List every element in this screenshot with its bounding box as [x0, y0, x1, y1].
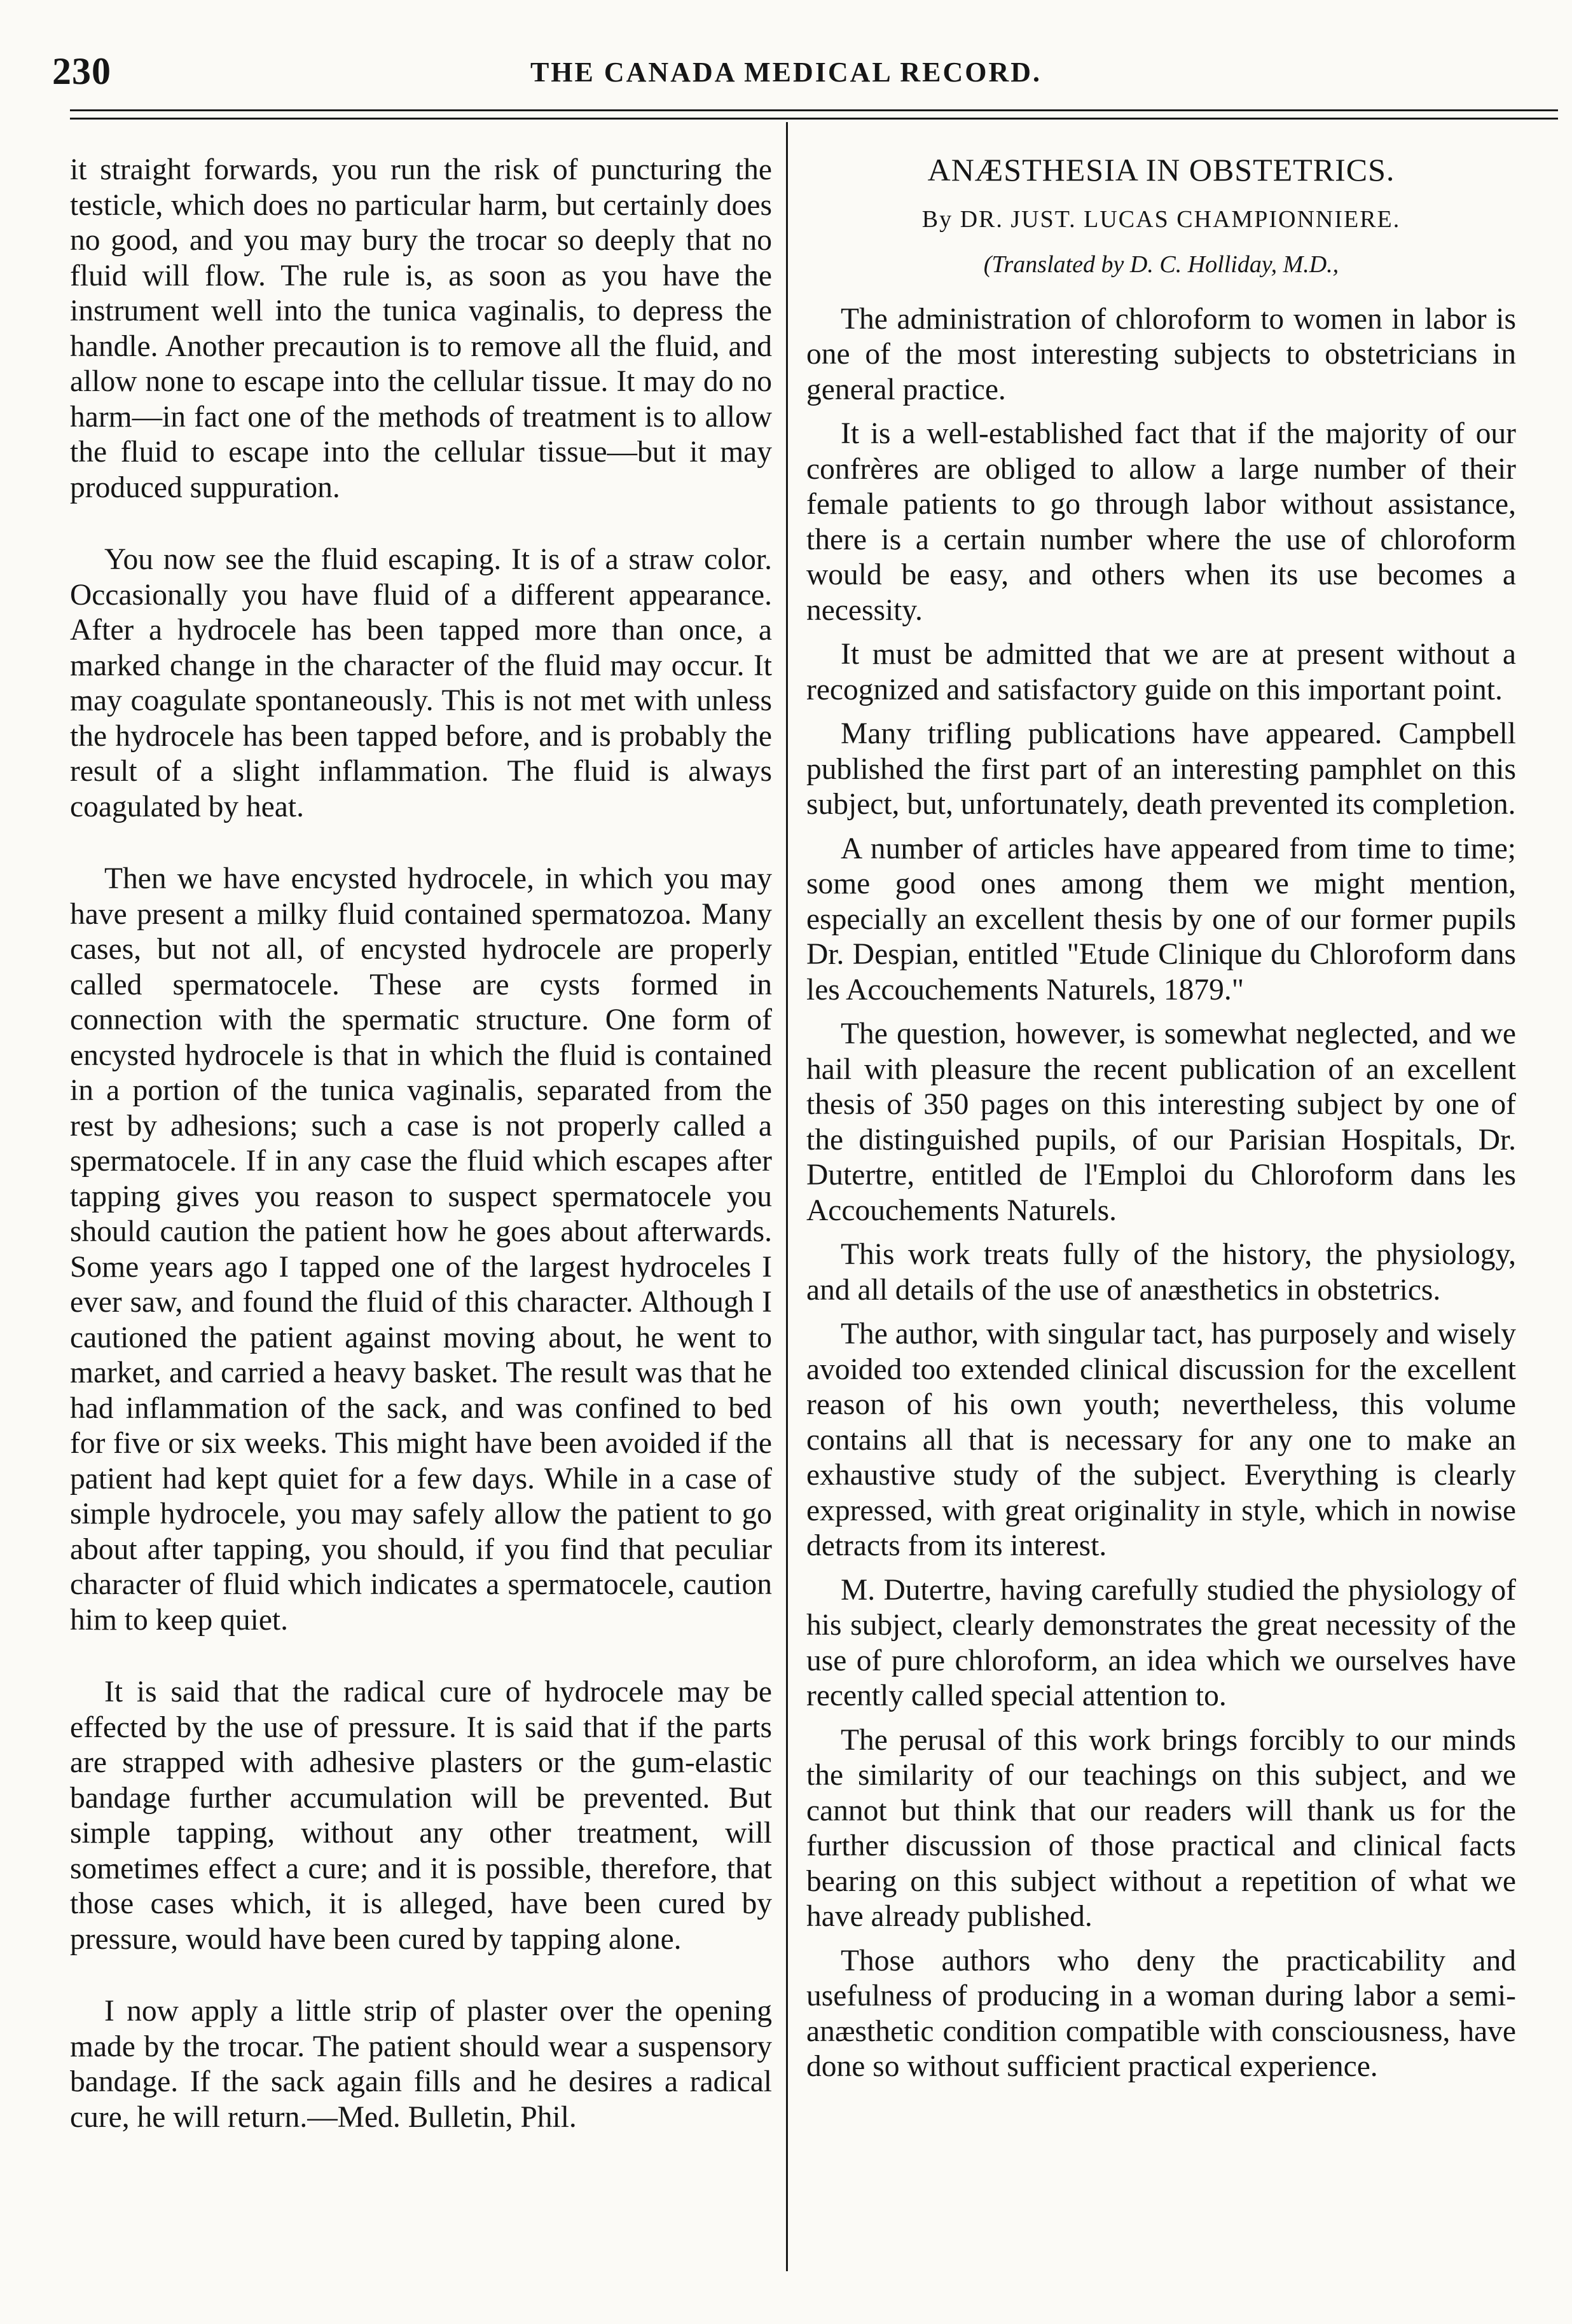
article-title: ANÆSTHESIA IN OBSTETRICS.: [927, 152, 1395, 188]
right-paragraph-5: A number of articles have appeared from time to time; some good ones among them we might mention, especially an excellent thesis by one of our former pupils Dr. Despian, entitled "Etude Clinique du Chloroform dans les Accouchements Naturels, 1879.": [806, 832, 1516, 1007]
right-paragraph-8: The author, with singular tact, has purposely and wisely avoided too extended clinical discussion for the excellent reason of his own youth; nevertheless, this volume contains all that is necessary for any one to make an exhaustive study of the subject. Everything is clearly expressed, with great originality in style, which in nowise detracts from its interest.: [806, 1317, 1516, 1562]
right-paragraph-6: The question, however, is somewhat neglected, and we hail with pleasure the recent publication of an excellent thesis of 350 pages on this interesting subject by one of the distinguished pupils, of our Parisian Hospitals, Dr. Dutertre, entitled de l'Emploi du Chloroform dans les Accouchements Naturels.: [806, 1017, 1516, 1227]
right-paragraph-4: Many trifling publications have appeared. Campbell published the first part of an interesting pamphlet on this subject, but, unfortunately, death prevented its completion.: [806, 717, 1516, 821]
article-byline: By DR. JUST. LUCAS CHAMPIONNIERE.: [921, 205, 1401, 233]
header-rule-bottom: [70, 118, 1558, 120]
article-translator: (Translated by D. C. Holliday, M.D.,: [983, 251, 1339, 278]
left-paragraph-5: I now apply a little strip of plaster over the opening made by the trocar. The patient should wear a suspensory bandage. If the sack again fills and he desires a radical cure, he will return.—Med. Bulletin, Phil.: [70, 1995, 772, 2134]
left-paragraph-1: it straight forwards, you run the risk of puncturing the testicle, which does no particular harm, but certainly does no good, and you may bury the trocar so deeply that no fluid will flow. The rule is, as soon as you have the instrument well into the tunica vaginalis, to depress the handle. Another precaution is to remove all the fluid, and allow none to escape into the cellular tissue. It may do no harm—in fact one of the methods of treatment is to allow the fluid to escape into the cellular tissue—but it may produced suppuration.: [70, 153, 772, 504]
left-paragraph-4: It is said that the radical cure of hydrocele may be effected by the use of pressure. It is said that if the parts are strapped with adhesive plasters or the gum-elastic bandage further accumulation will be prevented. But simple tapping, without any other treatment, will sometimes effect a cure; and it is possible, therefore, that those cases which, it is alleged, have been cured by pressure, would have been cured by tapping alone.: [70, 1675, 772, 1956]
right-paragraph-2: It is a well-established fact that if the majority of our confrères are obliged to allow a large number of their female patients to go through labor without assistance, there is a certain number where the use of chloroform would be easy, and others when its use becomes a necessity.: [806, 417, 1516, 627]
right-paragraph-1: The administration of chloroform to women in labor is one of the most interesting subjects to obstetricians in general practice.: [806, 302, 1516, 406]
running-head: THE CANADA MEDICAL RECORD.: [530, 57, 1042, 88]
right-paragraph-10: The perusal of this work brings forcibly to our minds the similarity of our teachings on this subject, and we cannot but think that our readers will thank us for the further discussion of those practical and clinical facts bearing on this subject without a repetition of what we have already published.: [806, 1723, 1516, 1933]
header-rule-top: [70, 109, 1558, 111]
right-paragraph-3: It must be admitted that we are at present without a recognized and satisfactory guide on this important point.: [806, 638, 1516, 706]
right-paragraph-11: Those authors who deny the practicability and usefulness of producing in a woman during labor a semi-anæsthetic condition compatible with consciousness, have done so without sufficient practical experience.: [806, 1944, 1516, 2083]
left-paragraph-3: Then we have encysted hydrocele, in which you may have present a milky fluid contained spermatozoa. Many cases, but not all, of encysted hydrocele are properly called spermatocele. These are cysts formed in connection with the spermatic structure. One form of encysted hydrocele is that in which the fluid is contained in a portion of the tunica vaginalis, separated from the rest by adhesions; such a case is not properly called a spermatocele. If in any case the fluid which escapes after tapping gives you reason to suspect spermatocele you should caution the patient how he goes about afterwards. Some years ago I tapped one of the largest hydroceles I ever saw, and found the fluid of this character. Although I cautioned the patient against moving about, he went to market, and carried a heavy basket. The result was that he had inflammation of the sack, and was confined to bed for five or six weeks. This might have been avoided if the patient had kept quiet for a few days. While in a case of simple hydrocele, you may safely allow the patient to go about after tapping, you should, if you find that peculiar character of fluid which indicates a spermatocele, caution him to keep quiet.: [70, 862, 772, 1637]
right-paragraph-9: M. Dutertre, having carefully studied the physiology of his subject, clearly demonstrates the great necessity of the use of pure chloroform, an idea which we ourselves have recently called special attention to.: [806, 1573, 1516, 1712]
page-number: 230: [52, 50, 111, 92]
column-divider: [786, 122, 788, 2271]
right-column: [806, 153, 1516, 2094]
right-paragraph-7: This work treats fully of the history, the physiology, and all details of the use of anæsthetics in obstetrics.: [806, 1238, 1516, 1307]
left-paragraph-2: You now see the fluid escaping. It is of a straw color. Occasionally you have fluid of a different appearance. After a hydrocele has been tapped more than once, a marked change in the character of the fluid may occur. It may coagulate spontaneously. This is not met with unless the hydrocele has been tapped before, and is probably the result of a slight inflammation. The fluid is always coagulated by heat.: [70, 543, 772, 823]
left-column: [70, 153, 772, 2172]
